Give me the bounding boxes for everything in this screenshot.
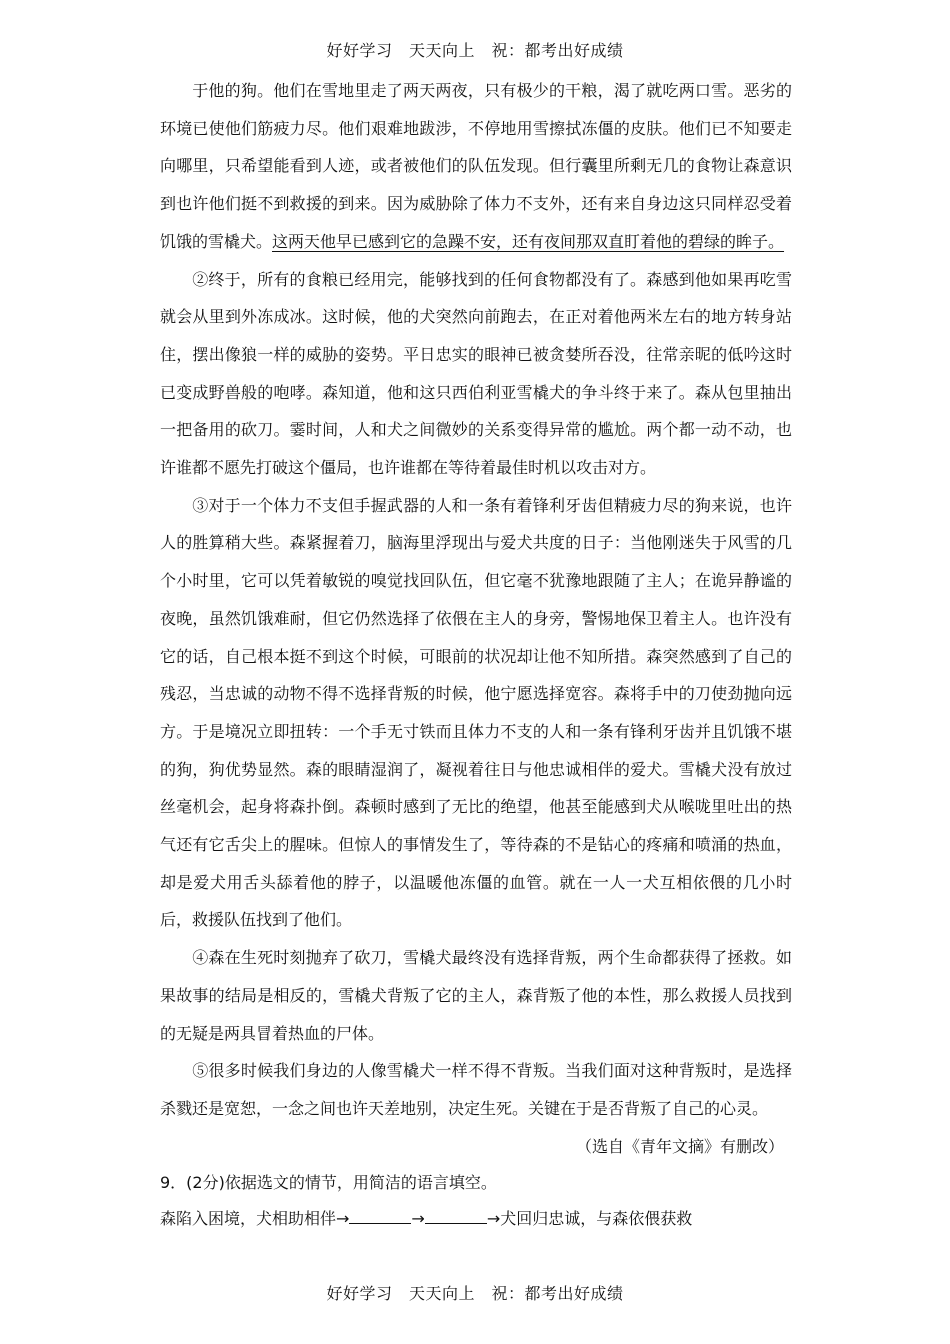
article-body: [160, 72, 792, 1237]
paragraph-3: [160, 487, 792, 939]
paragraph-5: [160, 1052, 792, 1127]
chain-start: 森陷入困境，犬相助相伴→: [160, 1209, 350, 1229]
underlined-sentence: 这两天他早已感到它的急躁不安，还有夜间那双直盯着他的碧绿的眸子。: [272, 231, 785, 251]
paragraph-4: [160, 939, 792, 1052]
page-footer: 好好学习 天天向上 祝：都考出好成绩: [326, 1284, 624, 1303]
paragraph-2: [160, 261, 792, 487]
paragraph-4-text: ④森在生死时刻抛弃了砍刀，雪橇犬最终没有选择背叛，两个生命都获得了拯救。如果故事的结局是相反的，雪橇犬背叛了它的主人，森背叛了他的本性，那么救援人员找到的无疑是两具冒着热血的尸体。: [160, 948, 792, 1043]
paragraph-3-text: ③对于一个体力不支但手握武器的人和一条有着锋利牙齿但精疲力尽的狗来说，也许人的胜算稍大些。森紧握着刀，脑海里浮现出与爱犬共度的日子：当他刚迷失于风雪的几个小时里，它可以凭着敏锐的嗅觉找回队伍，但它毫不犹豫地跟随了主人；在诡异静谧的夜晚，虽然饥饿难耐，但它仍然选择了依偎在主人的身旁，警惕地保卫着主人。也许没有它的话，自己根本挺不到这个时候，可眼前的状况却让他不知所措。森突然感到了自己的残忍，当忠诚的动物不得不选择背叛的时候，他宁愿选择宽容。森将手中的刀使劲抛向远方。于是境况立即扭转：一个手无寸铁而且体力不支的人和一条有锋利牙齿并且饥饿不堪的狗，狗优势显然。森的眼睛湿润了，凝视着往日与他忠诚相伴的爱犬。雪橇犬没有放过丝毫机会，起身将森扑倒。森顿时感到了无比的绝望，他甚至能感到犬从喉咙里吐出的热气还有它舌尖上的腥味。但惊人的事情发生了，等待森的不是钻心的疼痛和喷涌的热血，却是爱犬用舌头舔着他的脖子，以温暖他冻僵的血管。就在一人一犬互相依偎的几小时后，救援队伍找到了他们。: [160, 495, 792, 930]
paragraph-1: [160, 72, 792, 261]
chain-end: →犬回归忠诚，与森依偎获救: [486, 1209, 693, 1229]
paragraph-1-text: 于他的狗。他们在雪地里走了两天两夜，只有极少的干粮，渴了就吃两口雪。恶劣的环境已使他们筋疲力尽。他们艰难地跋涉，不停地用雪擦拭冻僵的皮肤。他们已不知要走向哪里，只希望能看到人迹，或者被他们的队伍发现。但行囊里所剩无几的食物让森意识到也许他们挺不到救援的到来。因为威胁除了体力不支外，还有来自身边这只同样忍受着饥饿的雪橇犬。: [160, 81, 792, 251]
question-9-chain: [160, 1201, 792, 1237]
question-9-prompt: 9．(2分)依据选文的情节，用简洁的语言填空。: [160, 1173, 497, 1193]
page-header: 好好学习 天天向上 祝：都考出好成绩: [326, 41, 624, 60]
paragraph-2-text: ②终于，所有的食粮已经用完，能够找到的任何食物都没有了。森感到他如果再吃雪就会从里到外冻成冰。这时候，他的犬突然向前跑去，在正对着他两米左右的地方转身站住，摆出像狼一样的威胁的姿势。平日忠实的眼神已被贪婪所吞没，往常亲昵的低吟这时已变成野兽般的咆哮。森知道，他和这只西伯利亚雪橇犬的争斗终于来了。森从包里抽出一把备用的砍刀。霎时间，人和犬之间微妙的关系变得异常的尴尬。两个都一动不动，也许谁都不愿先打破这个僵局，也许谁都在等待着最佳时机以攻击对方。: [160, 269, 792, 478]
paragraph-5-text: ⑤很多时候我们身边的人像雪橇犬一样不得不背叛。当我们面对这种背叛时，是选择杀戮还是宽恕，一念之间也许天差地别，决定生死。关键在于是否背叛了自己的心灵。: [160, 1061, 792, 1118]
article-source: （选自《青年文摘》有删改）: [575, 1136, 784, 1156]
chain-arrow: →: [411, 1209, 425, 1229]
answer-blank-2[interactable]: [425, 1209, 487, 1224]
answer-blank-1[interactable]: [349, 1209, 411, 1224]
